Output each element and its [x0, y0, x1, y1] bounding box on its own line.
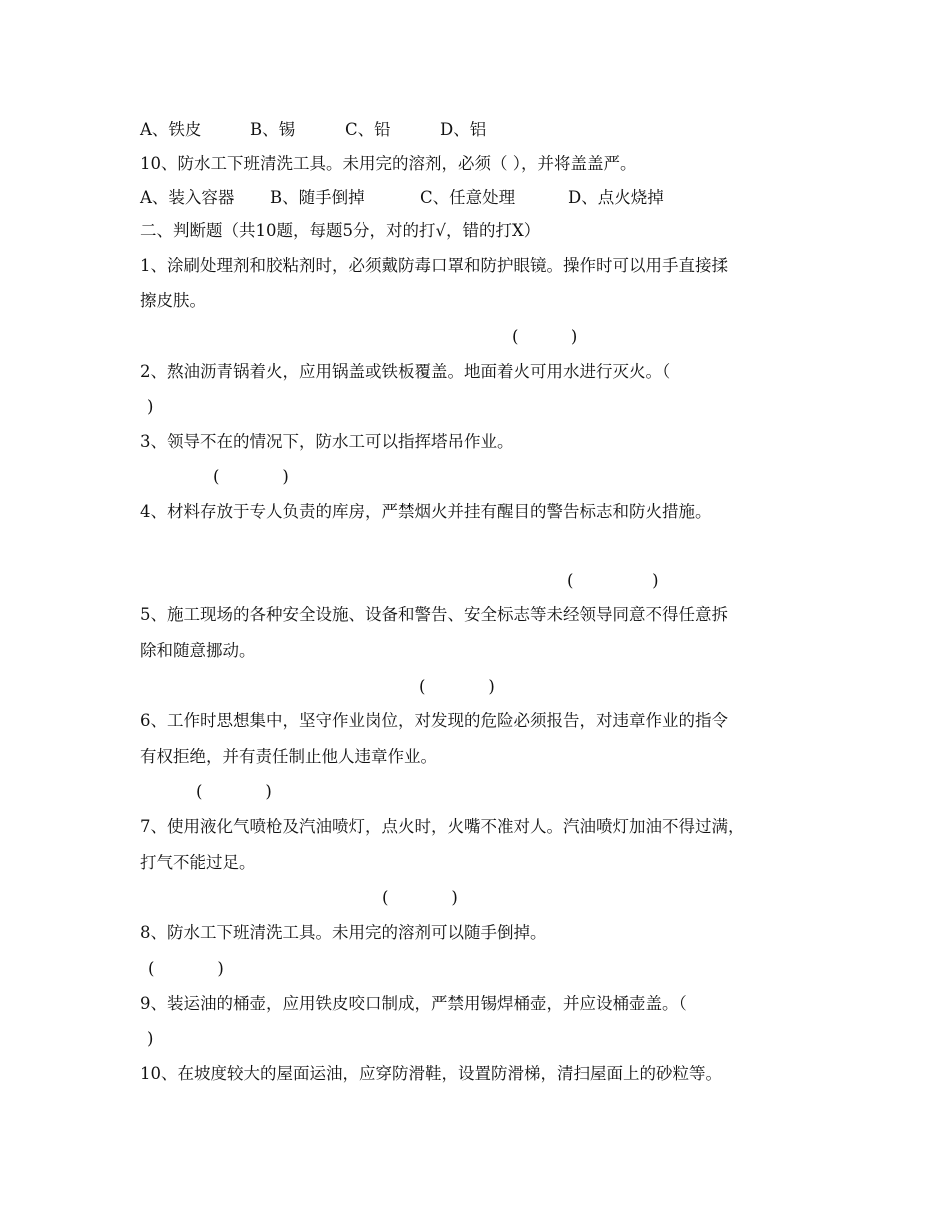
judge-q4-answer: ( ) [567, 571, 659, 590]
q10-option-d: D、点火烧掉 [568, 188, 664, 207]
judge-q7-answer: ( ) [382, 888, 458, 907]
q10-option-a: A、装入容器 [140, 188, 235, 207]
judge-q6-line2: 有权拒绝，并有责任制止他人违章作业。 [140, 747, 437, 766]
judge-q4-line1: 4、材料存放于专人负责的库房，严禁烟火并挂有醒目的警告标志和防火措施。 [140, 502, 712, 521]
q9-option-d: D、铝 [440, 120, 487, 139]
judge-q8-answer: ( ) [148, 959, 224, 978]
judge-q5-line1: 5、施工现场的各种安全设施、设备和警告、安全标志等未经领导同意不得任意拆 [140, 605, 728, 624]
choice-q10-text: 10、防水工下班清洗工具。未用完的溶剂，必须（ ），并将盖盖严。 [140, 154, 637, 173]
judge-q8-line1: 8、防水工下班清洗工具。未用完的溶剂可以随手倒掉。 [140, 923, 547, 942]
judge-q3-line1: 3、领导不在的情况下，防水工可以指挥塔吊作业。 [140, 432, 514, 451]
judge-q9-answer: ) [147, 1029, 154, 1048]
judge-q2-line1: 2、熬油沥青锅着火，应用锅盖或铁板覆盖。地面着火可用水进行灭火。（ [140, 362, 671, 381]
judge-q7-line1: 7、使用液化气喷枪及汽油喷灯，点火时，火嘴不准对人。汽油喷灯加油不得过满， [140, 817, 745, 836]
judge-q7-line2: 打气不能过足。 [140, 853, 256, 872]
judge-q6-line1: 6、工作时思想集中，坚守作业岗位，对发现的危险必须报告，对违章作业的指令 [140, 711, 728, 730]
q9-option-a: A、铁皮 [140, 120, 202, 139]
q9-option-c: C、铅 [345, 120, 391, 139]
judge-q10-line1: 10、在坡度较大的屋面运油，应穿防滑鞋，设置防滑梯，清扫屋面上的砂粒等。 [140, 1064, 722, 1083]
judge-q3-answer: ( ) [213, 467, 289, 486]
section2-title: 二、判断题（共10题，每题5分，对的打√，错的打X） [140, 221, 541, 240]
judge-q1-line1: 1、涂刷处理剂和胶粘剂时，必须戴防毒口罩和防护眼镜。操作时可以用手直接揉 [140, 256, 728, 275]
judge-q6-answer: ( ) [196, 782, 272, 801]
judge-q1-answer: ( ) [512, 327, 578, 346]
q10-option-b: B、随手倒掉 [270, 188, 365, 207]
judge-q5-answer: ( ) [419, 677, 495, 696]
judge-q5-line2: 除和随意挪动。 [140, 641, 256, 660]
q10-option-c: C、任意处理 [420, 188, 516, 207]
judge-q2-answer: ) [147, 397, 154, 416]
judge-q1-line2: 擦皮肤。 [140, 291, 206, 310]
judge-q9-line1: 9、装运油的桶壶，应用铁皮咬口制成，严禁用锡焊桶壶，并应设桶壶盖。（ [140, 994, 687, 1013]
q9-option-b: B、锡 [250, 120, 296, 139]
